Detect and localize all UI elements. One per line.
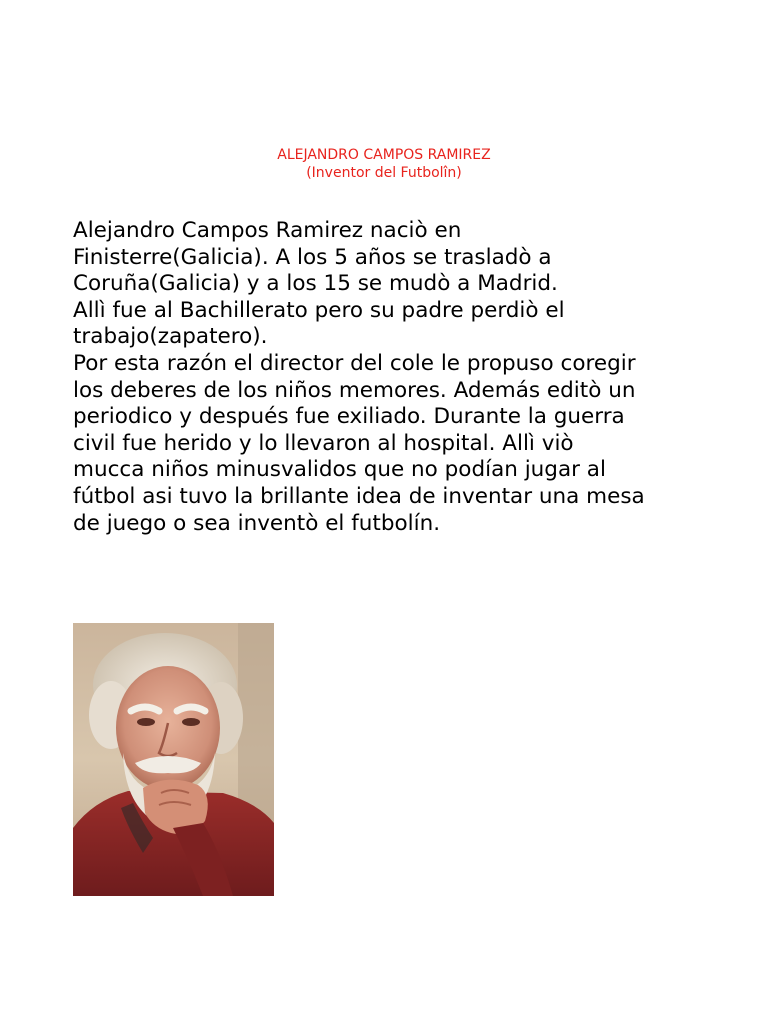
body-line: de juego o sea inventò el futbolín. — [73, 510, 441, 536]
document-title: ALEJANDRO CAMPOS RAMIREZ — [277, 147, 491, 163]
body-line: fútbol asi tuvo la brillante idea de inventar una mesa — [73, 483, 645, 509]
body-line: mucca niños minusvalidos que no podían jugar al — [73, 457, 606, 483]
body-line: civil fue herido y lo llevaron al hospital. Allì viò — [73, 430, 574, 456]
body-line: Finisterre(Galicia). A los 5 años se trasladò a — [73, 244, 552, 270]
body-line: Alejandro Campos Ramirez naciò en — [73, 218, 462, 243]
body-line: periodico y después fue exiliado. Durante la guerra — [73, 404, 625, 430]
body-line: los deberes de los niños memores. Además editò un — [73, 377, 636, 403]
body-line: trabajo(zapatero). — [73, 324, 268, 350]
document-subtitle: (Inventor del Futbolîn) — [306, 165, 462, 181]
document-body — [73, 218, 733, 537]
document-heading — [0, 146, 768, 182]
body-line: Coruña(Galicia) y a los 15 se mudò a Madrid. — [73, 271, 558, 297]
body-line: Allì fue al Bachillerato pero su padre perdiò el — [73, 297, 565, 323]
portrait-photo — [73, 623, 274, 896]
body-line: Por esta razón el director del cole le propuso coregir — [73, 350, 636, 376]
